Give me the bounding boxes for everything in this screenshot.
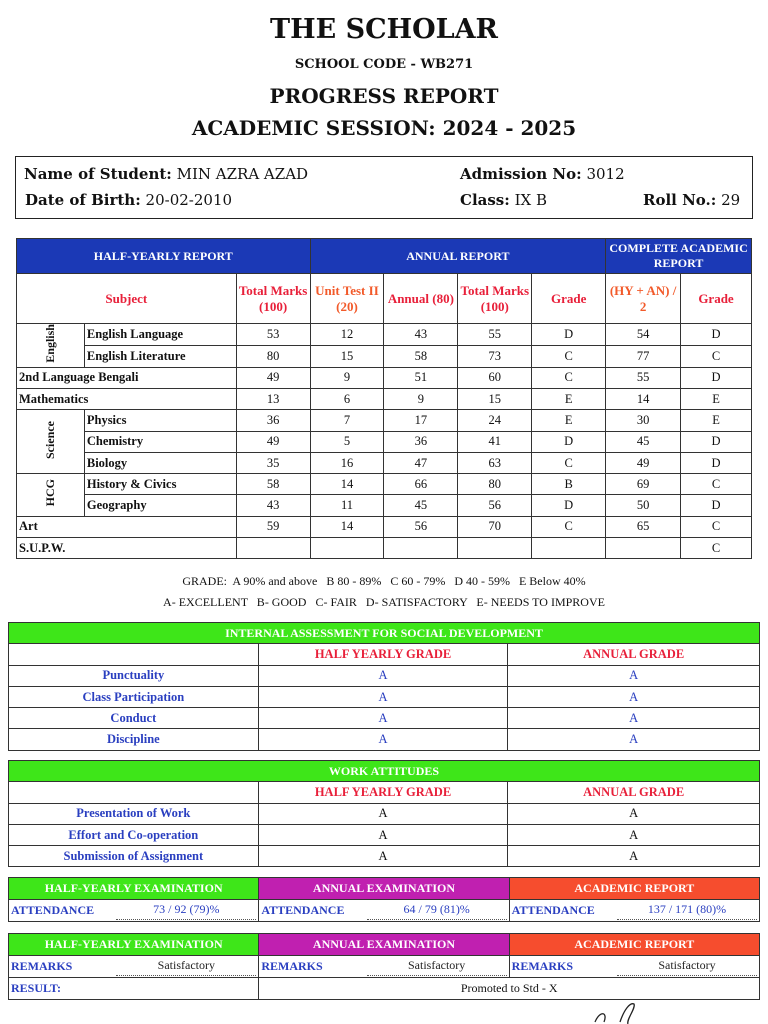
mark-cell: 15 [310, 345, 384, 367]
student-name: MIN AZRA AZAD [176, 165, 309, 183]
att-head-hy: HALF-YEARLY EXAMINATION [9, 878, 259, 900]
dob-label: Date of Birth: [25, 191, 141, 209]
student-info [15, 156, 753, 219]
subject-name: English Language [84, 324, 236, 346]
mark-cell: 69 [606, 474, 681, 495]
mark-cell: E [681, 410, 752, 431]
an-grade: A [508, 665, 760, 686]
mark-cell: C [532, 345, 606, 367]
mark-cell: E [681, 389, 752, 410]
mark-cell: 9 [384, 389, 458, 410]
table-row [9, 824, 760, 845]
criterion-label: Conduct [9, 708, 259, 729]
table-row [17, 474, 752, 495]
mark-cell: D [681, 367, 752, 388]
attendance-hy: 73 / 92 (79)% [116, 902, 256, 920]
result-value: Promoted to Std - X [259, 978, 760, 1000]
subject-name: Physics [84, 410, 236, 431]
criterion-label: Effort and Co-operation [9, 824, 259, 845]
mark-cell: 66 [384, 474, 458, 495]
attendance-table [8, 877, 760, 922]
mark-cell [458, 538, 532, 559]
mark-cell: 58 [236, 474, 310, 495]
mark-cell [384, 538, 458, 559]
col-hy-total: Total Marks (100) [236, 274, 310, 324]
mark-cell: D [532, 431, 606, 452]
mark-cell: 9 [310, 367, 384, 388]
mark-cell: C [681, 516, 752, 537]
roll-no: 29 [721, 191, 741, 209]
table-row [9, 708, 760, 729]
an-grade: A [508, 846, 760, 867]
admission-label: Admission No: [460, 165, 582, 183]
mark-cell: 36 [236, 410, 310, 431]
mark-cell: D [532, 495, 606, 516]
col-annual: Annual (80) [384, 274, 458, 324]
mark-cell: 80 [458, 474, 532, 495]
table-row [17, 516, 752, 537]
hy-grade: A [258, 846, 508, 867]
mark-cell: 49 [606, 452, 681, 473]
rem-head-an: ANNUAL EXAMINATION [259, 934, 509, 956]
mark-cell: 17 [384, 410, 458, 431]
mark-cell: 65 [606, 516, 681, 537]
mark-cell: 6 [310, 389, 384, 410]
mark-cell: 15 [458, 389, 532, 410]
mark-cell: 70 [458, 516, 532, 537]
mark-cell: C [532, 367, 606, 388]
table-row [9, 803, 760, 824]
dob: 20-02-2010 [145, 191, 233, 209]
table-row [17, 367, 752, 388]
report-title: PROGRESS REPORT [269, 84, 499, 108]
criterion-label: Class Participation [9, 686, 259, 707]
subject-name: Art [17, 516, 237, 537]
work-attitudes-table [8, 760, 760, 867]
mark-cell: C [532, 452, 606, 473]
mark-cell: 11 [310, 495, 384, 516]
hy-grade: A [258, 708, 508, 729]
table-row [17, 431, 752, 452]
subject-name: Biology [84, 452, 236, 473]
att-head-an: ANNUAL EXAMINATION [259, 878, 509, 900]
mark-cell: 59 [236, 516, 310, 537]
col-final-grade: Grade [681, 274, 752, 324]
work-title: WORK ATTITUDES [9, 761, 760, 782]
mark-cell: 24 [458, 410, 532, 431]
remarks-label: REMARKS [509, 956, 615, 978]
attendance-ac: 137 / 171 (80)% [617, 902, 757, 920]
group-label: English [42, 324, 57, 363]
col-average: (HY + AN) / 2 [606, 274, 681, 324]
social-title: INTERNAL ASSESSMENT FOR SOCIAL DEVELOPMENT [9, 623, 760, 644]
mark-cell: B [532, 474, 606, 495]
table-row [9, 729, 760, 750]
subject-name: History & Civics [84, 474, 236, 495]
attendance-an: 64 / 79 (81)% [367, 902, 507, 920]
hy-grade: A [258, 665, 508, 686]
table-row [17, 538, 752, 559]
mark-cell: 7 [310, 410, 384, 431]
mark-cell: 56 [384, 516, 458, 537]
table-row [9, 665, 760, 686]
mark-cell: 55 [606, 367, 681, 388]
criterion-label: Presentation of Work [9, 803, 259, 824]
mark-cell: 50 [606, 495, 681, 516]
subject-name: Mathematics [17, 389, 237, 410]
subject-name: 2nd Language Bengali [17, 367, 237, 388]
remarks-label: REMARKS [9, 956, 115, 978]
admission-no: 3012 [586, 165, 625, 183]
mark-cell: 77 [606, 345, 681, 367]
social-hy-head: HALF YEARLY GRADE [258, 644, 508, 665]
work-an-head: ANNUAL GRADE [508, 782, 760, 803]
mark-cell: C [681, 345, 752, 367]
table-row [17, 495, 752, 516]
mark-cell [236, 538, 310, 559]
mark-cell: 41 [458, 431, 532, 452]
hy-grade: A [258, 686, 508, 707]
group-annual: ANNUAL REPORT [310, 239, 606, 274]
mark-cell: 51 [384, 367, 458, 388]
social-development-table [8, 622, 760, 751]
mark-cell: 54 [606, 324, 681, 346]
roll-label: Roll No.: [643, 191, 717, 209]
subject-name: Chemistry [84, 431, 236, 452]
subject-name: English Literature [84, 345, 236, 367]
mark-cell: 56 [458, 495, 532, 516]
mark-cell: 63 [458, 452, 532, 473]
mark-cell [310, 538, 384, 559]
subject-name: Geography [84, 495, 236, 516]
mark-cell: 45 [606, 431, 681, 452]
group-half-yearly: HALF-YEARLY REPORT [17, 239, 311, 274]
remarks-an: Satisfactory [367, 958, 507, 976]
result-label: RESULT: [9, 978, 259, 1000]
mark-cell: 12 [310, 324, 384, 346]
mark-cell [606, 538, 681, 559]
table-row [9, 846, 760, 867]
mark-cell: 5 [310, 431, 384, 452]
table-row [17, 324, 752, 346]
mark-cell: 35 [236, 452, 310, 473]
attendance-label: ATTENDANCE [9, 900, 115, 922]
social-an-head: ANNUAL GRADE [508, 644, 760, 665]
an-grade: A [508, 729, 760, 750]
class-label: Class: [460, 191, 510, 209]
signature-icon [590, 1000, 650, 1024]
mark-cell: 14 [606, 389, 681, 410]
table-row [17, 410, 752, 431]
grade-meaning: A- EXCELLENT B- GOOD C- FAIR D- SATISFACTORY E- NEEDS TO IMPROVE [163, 595, 605, 609]
group-hcg [17, 474, 85, 517]
group-label: Science [42, 420, 57, 459]
school-code: SCHOOL CODE - WB271 [294, 57, 474, 72]
criterion-label: Punctuality [9, 665, 259, 686]
mark-cell: C [681, 474, 752, 495]
mark-cell: 53 [236, 324, 310, 346]
marks-table [16, 238, 752, 559]
col-unit-test: Unit Test II (20) [310, 274, 384, 324]
remarks-table [8, 933, 760, 1000]
mark-cell: 13 [236, 389, 310, 410]
remarks-ac: Satisfactory [617, 958, 757, 976]
table-row [17, 389, 752, 410]
group-english [17, 324, 85, 368]
table-row [17, 452, 752, 473]
criterion-label: Discipline [9, 729, 259, 750]
school-name: THE SCHOLAR [270, 14, 498, 45]
att-head-ac: ACADEMIC REPORT [509, 878, 759, 900]
table-row [9, 686, 760, 707]
mark-cell: 43 [384, 324, 458, 346]
mark-cell: 49 [236, 367, 310, 388]
mark-cell: 30 [606, 410, 681, 431]
grade-legend [0, 574, 768, 616]
attendance-label: ATTENDANCE [259, 900, 365, 922]
mark-cell: 14 [310, 474, 384, 495]
an-grade: A [508, 803, 760, 824]
group-label: HCG [42, 479, 57, 507]
col-subject: Subject [17, 274, 237, 324]
mark-cell: 36 [384, 431, 458, 452]
mark-cell: 60 [458, 367, 532, 388]
rem-head-hy: HALF-YEARLY EXAMINATION [9, 934, 259, 956]
group-complete: COMPLETE ACADEMIC REPORT [606, 239, 752, 274]
group-science [17, 410, 85, 474]
mark-cell: 47 [384, 452, 458, 473]
table-row [17, 345, 752, 367]
mark-cell [532, 538, 606, 559]
academic-session: ACADEMIC SESSION: 2024 - 2025 [191, 116, 577, 140]
an-grade: A [508, 686, 760, 707]
mark-cell: D [681, 324, 752, 346]
criterion-label: Submission of Assignment [9, 846, 259, 867]
mark-cell: 73 [458, 345, 532, 367]
mark-cell: 43 [236, 495, 310, 516]
mark-cell: E [532, 389, 606, 410]
remarks-label: REMARKS [259, 956, 365, 978]
mark-cell: 14 [310, 516, 384, 537]
mark-cell: C [681, 538, 752, 559]
hy-grade: A [258, 824, 508, 845]
grade-scale: GRADE: A 90% and above B 80 - 89% C 60 - 79% D 40 - 59% E Below 40% [182, 574, 586, 588]
mark-cell: 58 [384, 345, 458, 367]
mark-cell: 49 [236, 431, 310, 452]
mark-cell: 55 [458, 324, 532, 346]
rem-head-ac: ACADEMIC REPORT [509, 934, 759, 956]
mark-cell: C [532, 516, 606, 537]
mark-cell: 16 [310, 452, 384, 473]
an-grade: A [508, 824, 760, 845]
hy-grade: A [258, 729, 508, 750]
class: IX B [514, 191, 547, 209]
attendance-label: ATTENDANCE [509, 900, 615, 922]
work-hy-head: HALF YEARLY GRADE [258, 782, 508, 803]
mark-cell: 45 [384, 495, 458, 516]
mark-cell: D [681, 431, 752, 452]
remarks-hy: Satisfactory [116, 958, 256, 976]
hy-grade: A [258, 803, 508, 824]
mark-cell: 80 [236, 345, 310, 367]
col-an-total: Total Marks (100) [458, 274, 532, 324]
mark-cell: D [681, 495, 752, 516]
an-grade: A [508, 708, 760, 729]
col-grade: Grade [532, 274, 606, 324]
mark-cell: E [532, 410, 606, 431]
name-label: Name of Student: [24, 165, 172, 183]
mark-cell: D [532, 324, 606, 346]
subject-name: S.U.P.W. [17, 538, 237, 559]
mark-cell: D [681, 452, 752, 473]
